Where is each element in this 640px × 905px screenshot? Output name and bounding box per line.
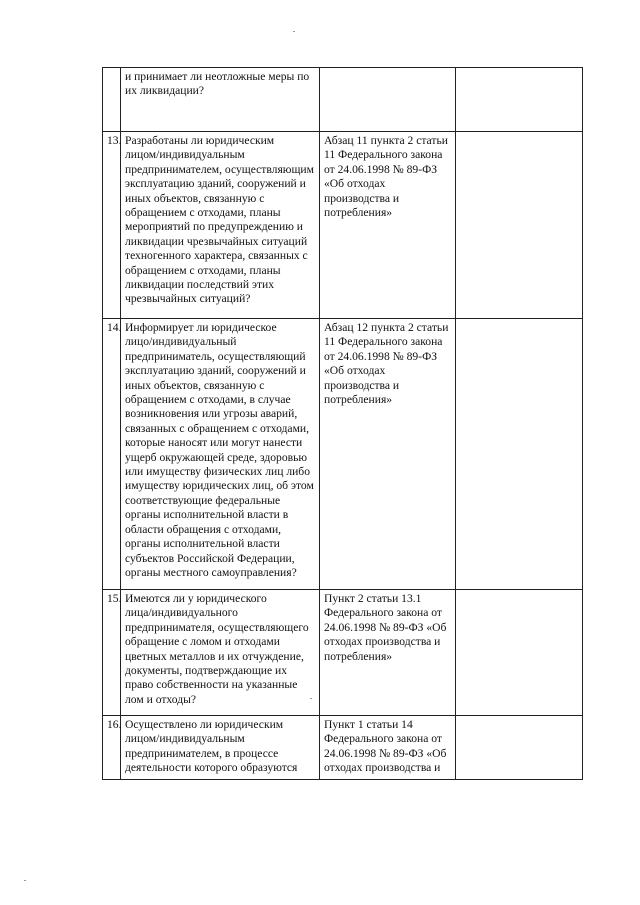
legal-reference xyxy=(320,319,456,590)
law-text: Пункт 1 статьи 14 Федерального закона от 24.06.1998 № 89-ФЗ «Об отходах производства и xyxy=(324,718,447,775)
requirement-question xyxy=(121,590,320,716)
row-number: 13. xyxy=(103,132,121,319)
law-text: Абзац 11 пункта 2 статьи 11 Федерального закона от 24.06.1998 № 89-ФЗ «Об отходах производства и потребления» xyxy=(324,134,448,220)
question-text: Разработаны ли юридическим лицом/индивидуальным предпринимателем, осуществляющим эксплуатацию зданий, сооружений и иных объектов, связанную с обращением с отходами, планы мероприятий по предупреждению и ликвидации чрезвычайных ситуаций техногенного характера, связанных с обращением с отходами, планы ликвидации последствий этих чрезвычайных ситуаций? xyxy=(125,134,314,306)
row-number xyxy=(103,68,121,132)
scan-speck xyxy=(24,880,26,881)
table-row xyxy=(103,716,583,780)
answer-cell[interactable] xyxy=(456,319,583,590)
table-row xyxy=(103,132,583,319)
table-row xyxy=(103,68,583,132)
law-text: Пункт 2 статьи 13.1 Федерального закона от 24.06.1998 № 89-ФЗ «Об отходах производства и потребления» xyxy=(324,592,447,663)
requirement-question xyxy=(121,132,320,319)
question-text: Имеются ли у юридического лица/индивидуального предпринимателя, осуществляющего обращение с ломом и отходами цветных металлов и их отчуждение, документы, подтверждающие их право собственности на указанные лом и отходы? xyxy=(125,592,309,706)
question-text: Информирует ли юридическое лицо/индивидуальный предприниматель, осуществляющий эксплуатацию зданий, сооружений и иных объектов, связанную с обращением с отходами, в случае возникновения или угрозы аварий, связанных с обращением с отходами, которые наносят или могут нанести ущерб окружающей среде, здоровью или имуществу физических лиц либо имуществу юридических лиц, об этом соответствующие федеральные органы исполнительной власти в области обращения с отходами, органы исполнительной власти субъектов Российской Федерации, органы местного самоуправления? xyxy=(125,321,314,579)
requirement-question xyxy=(121,716,320,780)
table-row xyxy=(103,590,583,716)
legal-reference xyxy=(320,590,456,716)
question-text: Осуществлено ли юридическим лицом/индивидуальным предпринимателем, в процессе деятельности которого образуются xyxy=(125,718,298,775)
row-number: 16. xyxy=(103,716,121,780)
scan-speck xyxy=(293,31,295,32)
answer-cell[interactable] xyxy=(456,716,583,780)
answer-cell[interactable] xyxy=(456,590,583,716)
legal-reference xyxy=(320,716,456,780)
legal-reference xyxy=(320,132,456,319)
checklist-table xyxy=(102,67,583,780)
answer-cell[interactable] xyxy=(456,68,583,132)
legal-reference xyxy=(320,68,456,132)
question-text: и принимает ли неотложные меры по их ликвидации? xyxy=(125,70,310,98)
requirement-question xyxy=(121,68,320,132)
answer-cell[interactable] xyxy=(456,132,583,319)
requirement-question xyxy=(121,319,320,590)
row-number: 14. xyxy=(103,319,121,590)
row-number: 15. xyxy=(103,590,121,716)
law-text: Абзац 12 пункта 2 статьи 11 Федерального закона от 24.06.1998 № 89-ФЗ «Об отходах производства и потребления» xyxy=(324,321,449,407)
table-row xyxy=(103,319,583,590)
